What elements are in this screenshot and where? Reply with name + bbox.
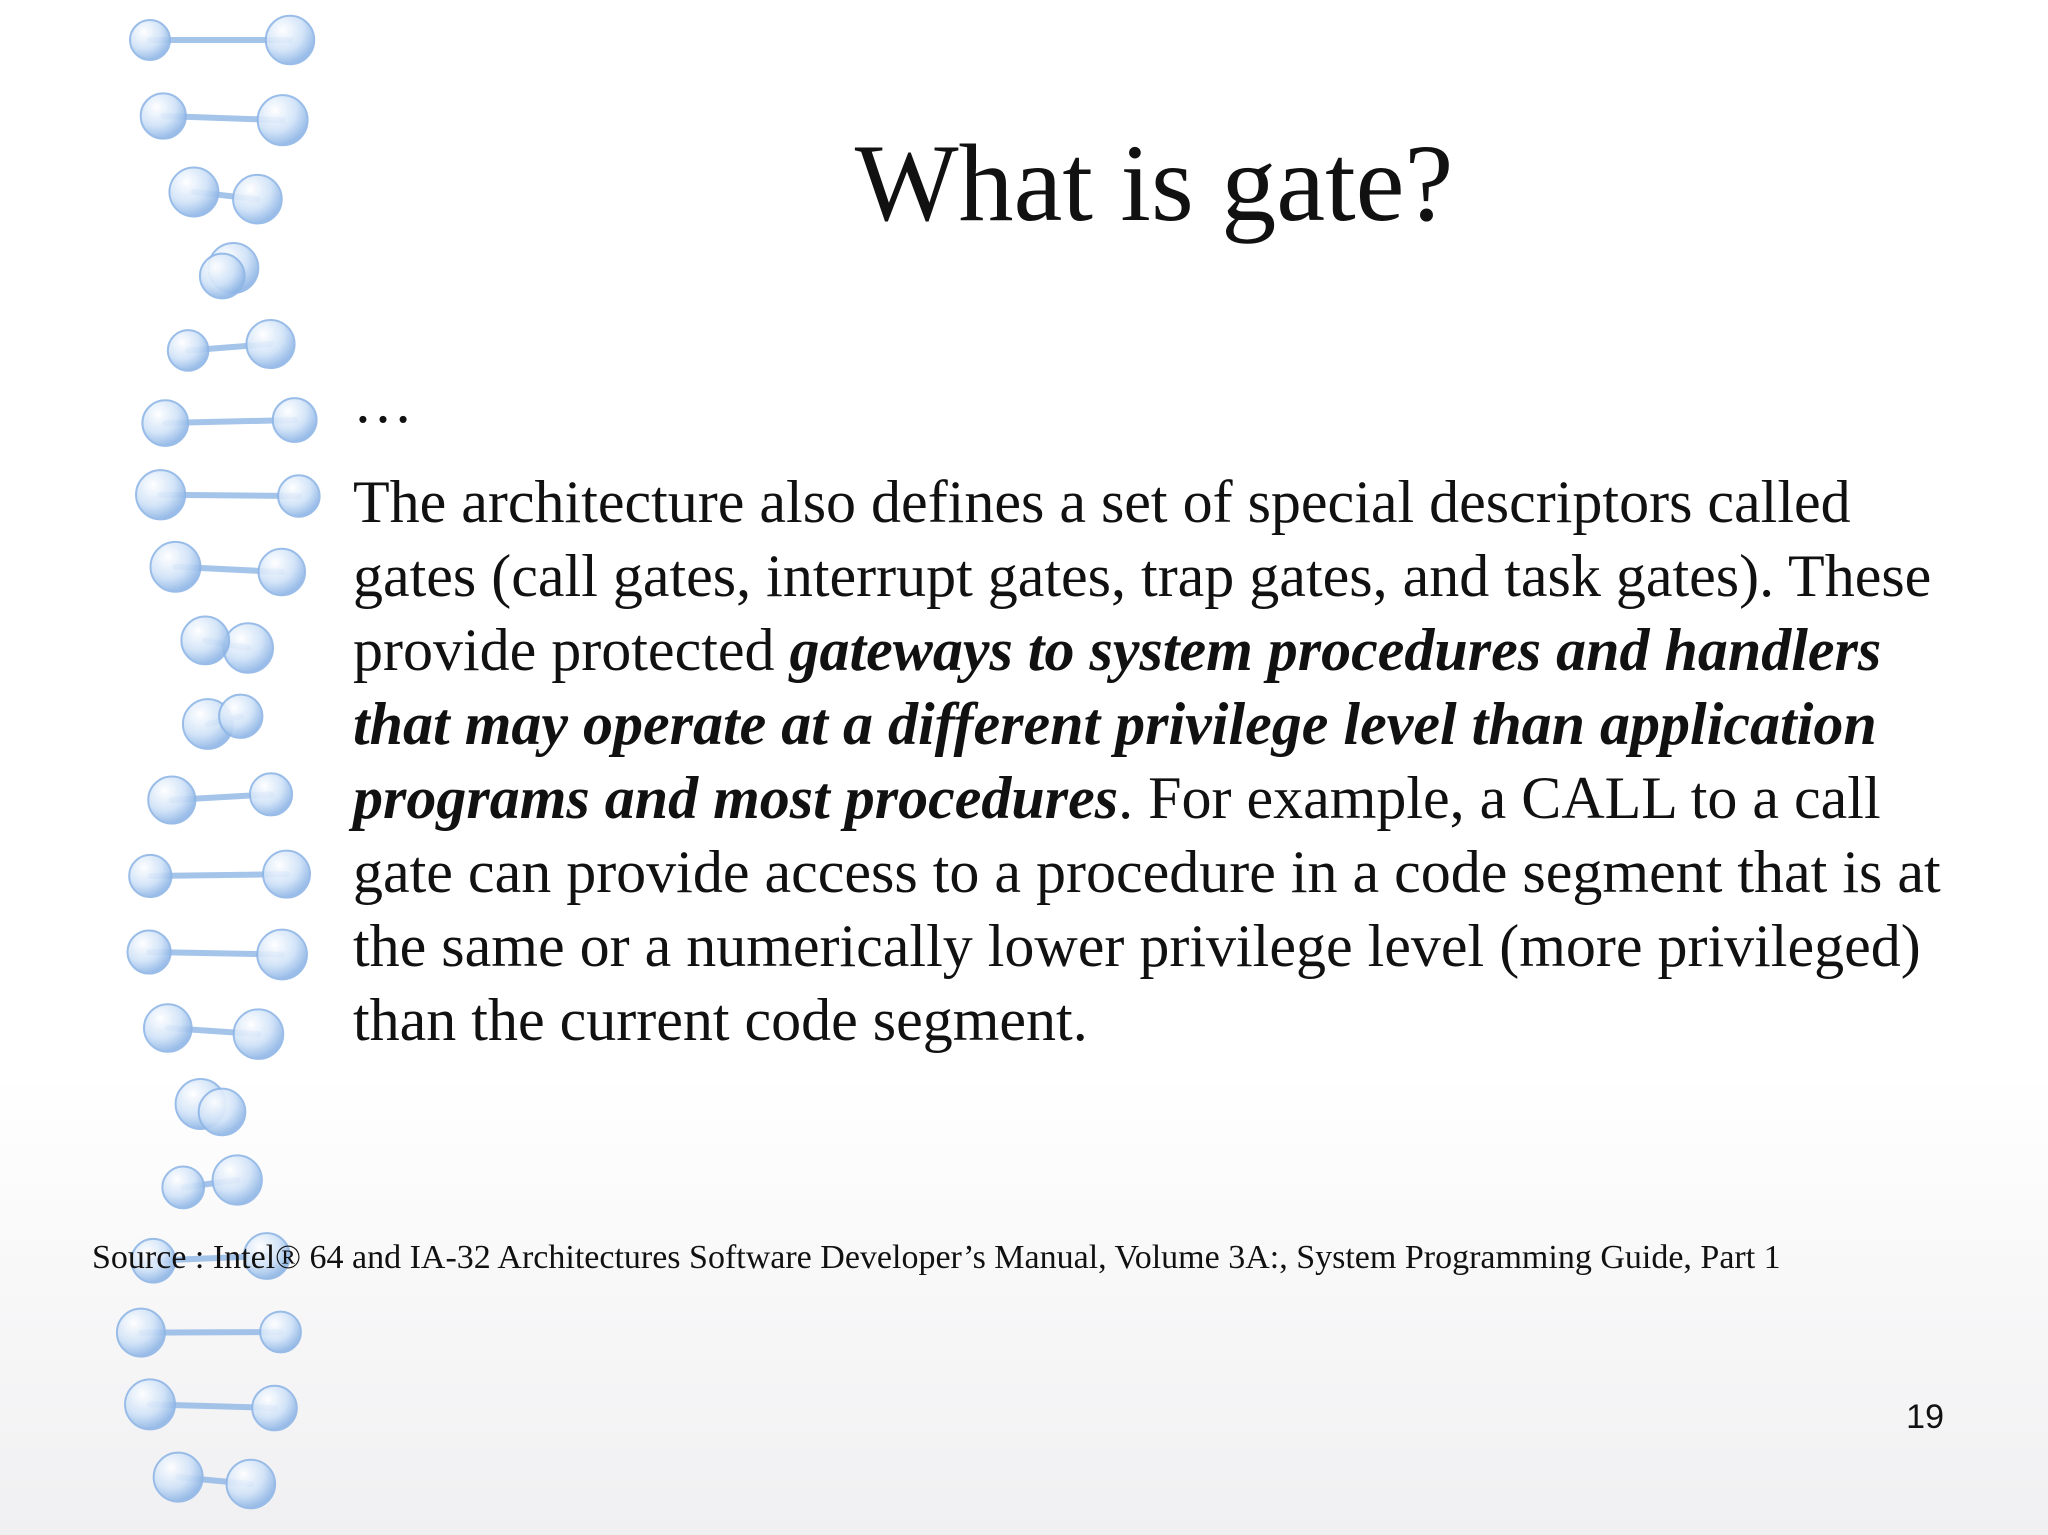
- helix-sphere: [128, 930, 171, 973]
- slide-title: What is gate?: [854, 122, 1454, 244]
- helix-sphere: [263, 851, 310, 898]
- helix-sphere: [224, 623, 274, 673]
- helix-sphere: [129, 855, 171, 897]
- helix-sphere: [250, 773, 292, 815]
- helix-sphere: [125, 1379, 175, 1429]
- source-citation: Source : Intel® 64 and IA-32 Architectures Software Developer’s Manual, Volume 3A:, System Programming Guide, Part 1: [92, 1239, 1781, 1276]
- helix-sphere: [199, 1089, 246, 1136]
- helix-sphere: [117, 1309, 165, 1357]
- helix-sphere: [148, 776, 195, 823]
- helix-sphere: [257, 930, 307, 980]
- helix-sphere: [136, 470, 185, 519]
- helix-sphere: [142, 400, 188, 446]
- helix-sphere: [168, 330, 209, 371]
- body-paragraph: [353, 465, 1953, 1057]
- helix-sphere: [246, 320, 294, 368]
- helix-sphere: [213, 1155, 262, 1204]
- helix-sphere: [259, 549, 306, 596]
- body-emphasis: gateways to system procedures and handlers that may operate at a different privilege level than application programs and most procedures: [353, 617, 1882, 831]
- body-text-part2: . For example, a CALL to a call gate can provide access to a procedure in a code segment that is at the same or a numerically lower privilege level (more privileged) than the current code segment.: [353, 765, 1941, 1053]
- page-number: 19: [1906, 1398, 1944, 1436]
- helix-sphere: [227, 1460, 276, 1509]
- helix-sphere: [219, 695, 262, 738]
- helix-sphere: [278, 475, 320, 517]
- helix-sphere: [252, 1386, 297, 1431]
- helix-sphere: [266, 16, 314, 64]
- helix-sphere: [130, 20, 170, 60]
- body-text-part1: The architecture also defines a set of special descriptors called gates (call gates, interrupt gates, trap gates, and task gates). These provide protected: [353, 469, 1932, 683]
- helix-sphere: [200, 254, 245, 299]
- ellipsis-text: …: [353, 369, 413, 435]
- helix-sphere: [234, 1009, 284, 1059]
- helix-sphere: [151, 542, 201, 592]
- helix-sphere: [154, 1453, 203, 1502]
- helix-sphere: [273, 398, 317, 442]
- helix-sphere: [260, 1312, 301, 1353]
- helix-sphere: [144, 1004, 192, 1052]
- helix-sphere: [162, 1167, 204, 1209]
- slide-body: [353, 365, 1953, 1057]
- helix-sphere: [181, 617, 229, 665]
